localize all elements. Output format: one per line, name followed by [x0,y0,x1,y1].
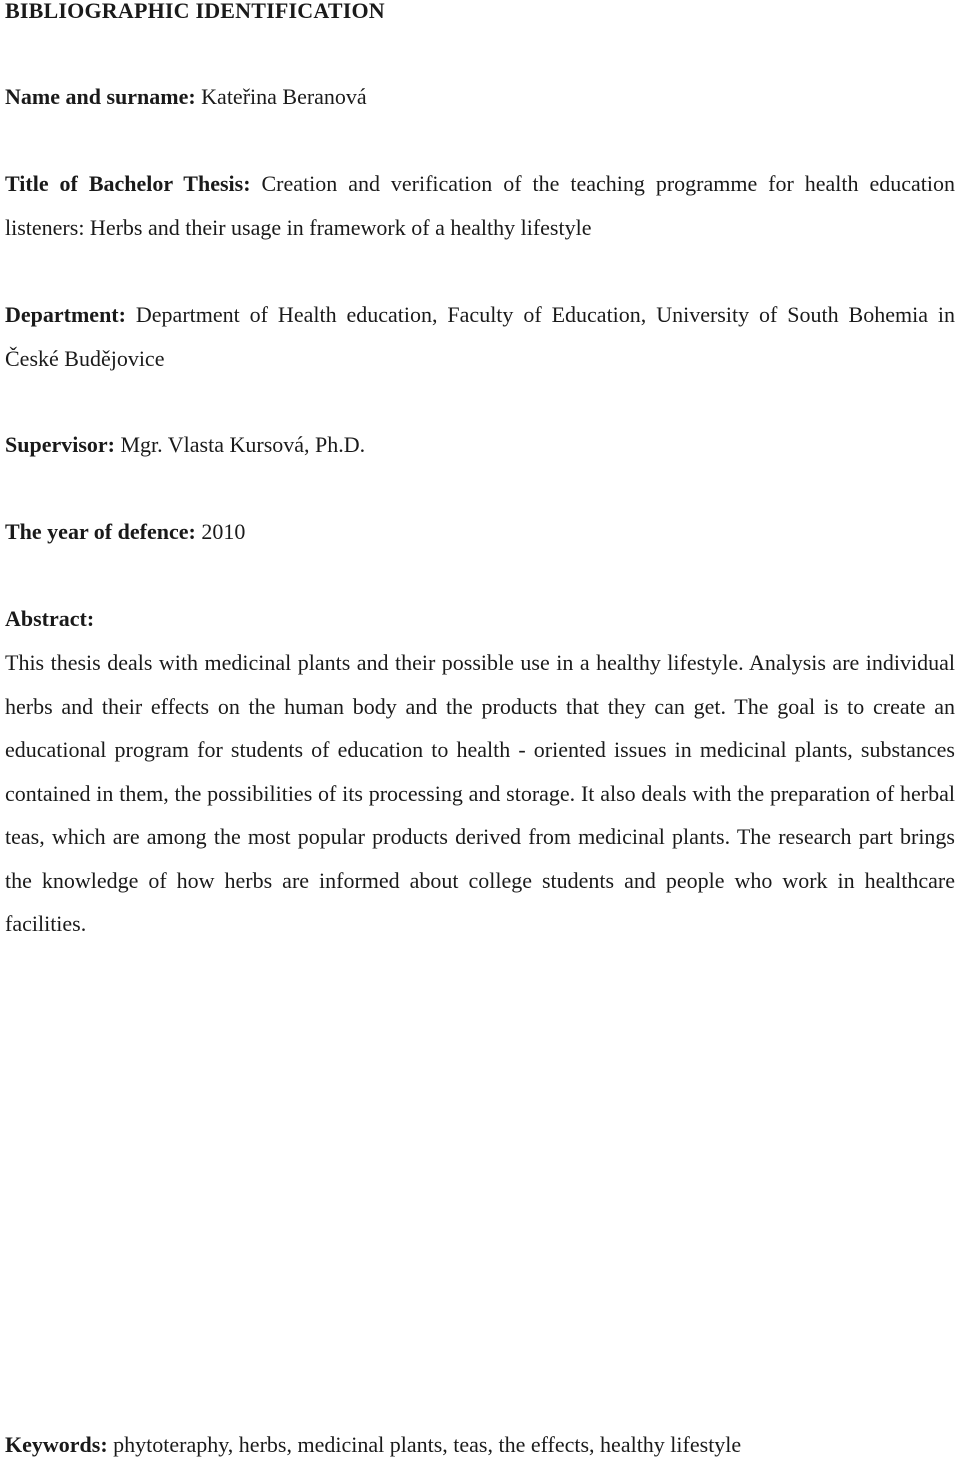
department-value: Department of Health education, Faculty of Education, University of South Bohemia in České Budějovice [5,302,956,371]
page-heading: BIBLIOGRAPHIC IDENTIFICATION [5,0,385,23]
supervisor-field [5,432,365,458]
keywords-label: Keywords: [5,1432,108,1457]
department-field [5,293,955,380]
year-label: The year of defence: [5,519,196,544]
keywords-field [5,1432,741,1458]
title-label: Title of Bachelor Thesis: [5,171,251,196]
keywords-value: phytoteraphy, herbs, medicinal plants, teas, the effects, healthy lifestyle [113,1432,742,1457]
year-field [5,519,245,545]
department-label: Department: [5,302,126,327]
supervisor-label: Supervisor: [5,432,115,457]
abstract-text: This thesis deals with medicinal plants and their possible use in a healthy lifestyle. Analysis are individual herbs and their effects on the human body and the products that they can get. The goal is to create an educational program for students of education to health - oriented issues in medicinal plants, substances contained in them, the possibilities of its processing and storage. It also deals with the preparation of herbal teas, which are among the most popular products derived from medicinal plants. The research part brings the knowledge of how herbs are informed about college students and people who work in healthcare facilities. [5,650,955,936]
supervisor-value: Mgr. Vlasta Kursová, Ph.D. [120,432,366,457]
title-field [5,162,955,249]
title-value: Creation and verification of the teaching programme for health education listeners: Herbs and their usage in framework of a healthy lifestyle [5,171,955,240]
abstract-label: Abstract: [5,606,95,631]
name-label: Name and surname: [5,84,196,109]
year-value: 2010 [201,519,246,544]
name-value: Kateřina Beranová [201,84,367,109]
name-field [5,84,367,110]
